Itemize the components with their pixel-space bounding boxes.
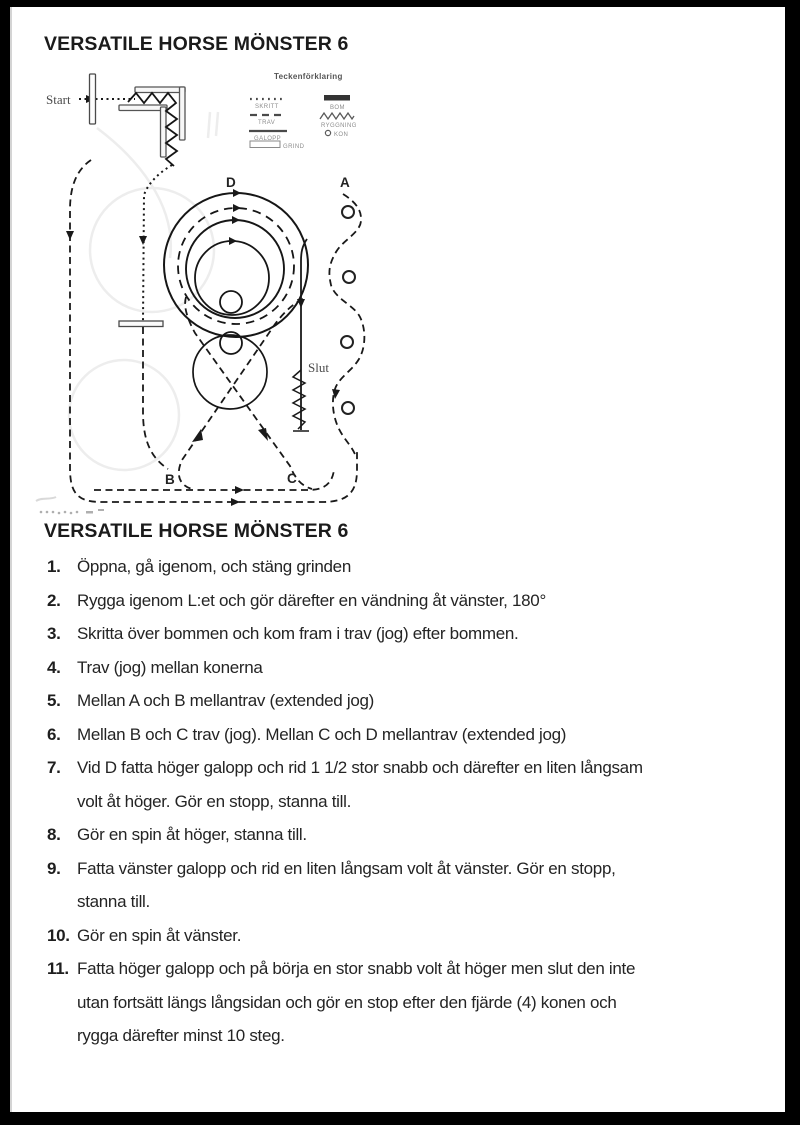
instruction-text xyxy=(77,617,774,651)
instruction-line: Mellan A och B mellantrav (extended jog) xyxy=(77,691,375,710)
instruction-number: 7. xyxy=(47,758,61,777)
bottom-arrow-outer xyxy=(231,498,240,506)
bottom-inner-line xyxy=(94,470,334,490)
outer-loop-path xyxy=(70,160,357,502)
point-labels xyxy=(165,175,350,487)
walk-arrow-down xyxy=(139,236,147,245)
legend-kon-circle xyxy=(325,130,330,135)
document-page xyxy=(10,7,785,1112)
cone-serpentine xyxy=(329,194,364,457)
diagonal-to-b xyxy=(179,299,303,489)
instruction-number: 4. xyxy=(47,657,61,677)
instruction-item xyxy=(44,684,774,718)
cone-4 xyxy=(342,402,354,414)
instruction-text xyxy=(77,584,774,618)
instruction-line: Gör en spin åt höger, stanna till. xyxy=(77,825,307,844)
instruction-number: 5. xyxy=(47,691,61,710)
instruction-line: Fatta vänster galopp och rid en liten långsam volt åt vänster. Gör en stopp, xyxy=(77,858,616,878)
l-rail-top xyxy=(135,87,185,93)
instruction-item xyxy=(44,818,774,852)
instructions-heading: VERSATILE HORSE MÖNSTER 6 xyxy=(44,520,349,542)
instruction-list xyxy=(44,550,774,1053)
instruction-number: 1. xyxy=(47,557,61,576)
diagonal-to-c xyxy=(185,297,312,489)
instruction-item xyxy=(44,584,774,618)
instruction-number: 10. xyxy=(47,925,70,945)
bottom-arrow-inner xyxy=(235,486,244,494)
point-label-b: B xyxy=(165,472,175,487)
loop-arrow-down xyxy=(66,231,74,240)
legend xyxy=(249,72,357,150)
instruction-text xyxy=(77,919,774,953)
instruction-number: 3. xyxy=(47,624,61,643)
backing-zigzag xyxy=(128,93,177,166)
legend-label-galopp: GALOPP xyxy=(254,136,282,142)
legend-label-skritt: SKRITT xyxy=(255,104,279,110)
slut-backing-zigzag xyxy=(293,370,305,429)
start-label: Start xyxy=(46,92,71,107)
instruction-item xyxy=(44,952,774,1053)
pattern-diagram xyxy=(34,62,424,522)
legend-label-ryggning: RYGGNING xyxy=(321,123,357,129)
gate-rect xyxy=(90,74,96,124)
instruction-item xyxy=(44,751,774,818)
legend-label-trav: TRAV xyxy=(258,120,276,126)
cone-1 xyxy=(342,206,354,218)
instruction-line: Skritta över bommen och kom fram i trav (jog) efter bommen. xyxy=(77,624,519,643)
l-rail-inner-top xyxy=(119,105,167,111)
legend-label-grind: GRIND xyxy=(283,144,305,150)
legend-bom-bar xyxy=(324,95,350,101)
instruction-text xyxy=(77,718,774,752)
mid-volt-circle xyxy=(186,220,284,318)
canter-arrow-down xyxy=(297,299,305,308)
l-rail-inner-right xyxy=(161,107,167,157)
outer-loop xyxy=(70,160,357,502)
point-label-c: C xyxy=(287,471,297,486)
instruction-text xyxy=(77,684,774,718)
instruction-text xyxy=(77,550,774,584)
instruction-line: utan fortsätt längs långsidan och gör en stop efter den fjärde (4) konen och xyxy=(77,992,617,1012)
instruction-number: 6. xyxy=(47,724,61,744)
instruction-number: 8. xyxy=(47,825,61,844)
instruction-text xyxy=(77,818,774,852)
legend-label-kon: KON xyxy=(334,132,349,138)
instruction-number: 11. xyxy=(47,959,69,978)
diagonal-arrow-right xyxy=(258,428,268,441)
instruction-line: Rygga igenom L:et och gör därefter en vändning åt vänster, 180° xyxy=(77,590,546,610)
point-label-d: D xyxy=(226,175,236,190)
bom-bar xyxy=(119,321,163,327)
instruction-number: 2. xyxy=(47,590,61,610)
instruction-text xyxy=(77,751,774,818)
instruction-item xyxy=(44,852,774,919)
circle-arrows xyxy=(229,189,241,245)
instruction-line: Mellan B och C trav (jog). Mellan C och D mellantrav (extended jog) xyxy=(77,724,567,744)
instruction-text xyxy=(77,952,774,1053)
start-section xyxy=(46,74,135,124)
instruction-line: Fatta höger galopp och på börja en stor snabb volt åt höger men slut den inte xyxy=(77,959,636,978)
scan-artifacts xyxy=(36,497,104,514)
point-label-a: A xyxy=(340,175,350,190)
legend-label-bom: BOM xyxy=(330,105,345,111)
l-rail-right xyxy=(180,87,186,140)
page-title: VERSATILE HORSE MÖNSTER 6 xyxy=(44,33,349,55)
instruction-text xyxy=(77,651,774,685)
spin-marker-upper xyxy=(220,291,242,313)
serpentine-path xyxy=(329,194,364,457)
instruction-item xyxy=(44,550,774,584)
canter-long-side-line xyxy=(301,239,307,430)
instruction-line: Öppna, gå igenom, och stäng grinden xyxy=(77,557,351,576)
instruction-line: Trav (jog) mellan konerna xyxy=(77,657,263,677)
instruction-line: Gör en spin åt vänster. xyxy=(77,925,242,945)
cone-3 xyxy=(341,336,353,348)
cone-2 xyxy=(343,271,355,283)
legend-title: Teckenförklaring xyxy=(274,72,343,81)
diagonal-arrow-left xyxy=(192,429,203,442)
instructions-section xyxy=(44,520,774,1053)
instruction-text xyxy=(77,852,774,919)
instruction-line: Vid D fatta höger galopp och rid 1 1/2 stor snabb och därefter en liten långsam xyxy=(77,758,643,777)
instruction-item xyxy=(44,617,774,651)
long-side-section xyxy=(293,239,329,431)
instruction-line: rygga därefter minst 10 steg. xyxy=(77,1026,285,1045)
instruction-line: stanna till. xyxy=(77,892,150,911)
figure-circle xyxy=(193,335,267,409)
legend-ryggning-zigzag xyxy=(320,113,354,119)
instruction-item xyxy=(44,718,774,752)
instruction-item xyxy=(44,651,774,685)
instruction-number: 9. xyxy=(47,858,61,878)
dashed-volt-circle xyxy=(178,208,294,324)
instruction-item xyxy=(44,919,774,953)
trot-after-bom-line xyxy=(143,327,168,469)
instruction-line: volt åt höger. Gör en stopp, stanna till. xyxy=(77,791,352,811)
slut-label: Slut xyxy=(308,360,329,375)
